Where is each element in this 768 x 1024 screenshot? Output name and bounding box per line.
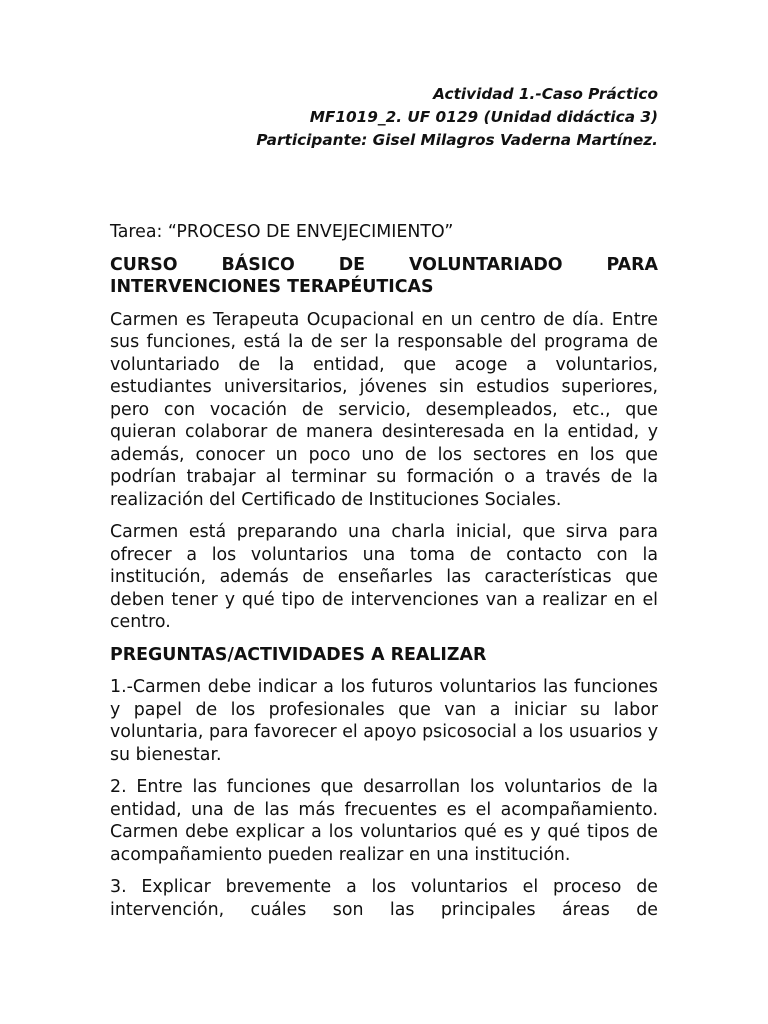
question-2: 2. Entre las funciones que desarrollan los voluntarios de la entidad, una de las más frecuentes es el acompañamiento. Carmen debe explicar a los voluntarios qué es y qué tipos de acompañamiento pueden realizar en una institución.	[110, 777, 658, 865]
course-title: CURSO BÁSICO DE VOLUNTARIADO PARA INTERVENCIONES TERAPÉUTICAS	[110, 254, 658, 297]
participant-name: Participante: Gisel Milagros Vaderna Martínez.	[256, 131, 658, 149]
paragraph-intro: Carmen es Terapeuta Ocupacional en un centro de día. Entre sus funciones, está la de ser la responsable del programa de voluntariado de la entidad, que acoge a voluntarios, estudiantes universitarios, jóvenes sin estudios superiores, pero con vocación de servicio, desempleados, etc., que quieran colaborar de manera desinteresada en la entidad, y además, conocer un poco uno de los sectores en los que podrían trabajar al terminar su formación o a través de la realización del Certificado de Instituciones Sociales.	[110, 309, 658, 510]
document-header	[110, 83, 658, 152]
document-body	[110, 221, 658, 921]
question-1: 1.-Carmen debe indicar a los futuros voluntarios las funciones y papel de los profesionales que van a iniciar su labor voluntaria, para favorecer el apoyo psicosocial a los usuarios y su bienestar.	[110, 677, 658, 765]
activity-title: Actividad 1.-Caso Práctico	[433, 85, 658, 103]
paragraph-talk: Carmen está preparando una charla inicial, que sirva para ofrecer a los voluntarios una toma de contacto con la institución, además de enseñarles las características que deben tener y qué tipo de intervenciones van a realizar en el centro.	[110, 522, 658, 632]
questions-heading: PREGUNTAS/ACTIVIDADES A REALIZAR	[110, 644, 487, 665]
task-line: Tarea: “PROCESO DE ENVEJECIMIENTO”	[110, 222, 454, 242]
question-3: 3. Explicar brevemente a los voluntarios el proceso de intervención, cuáles son las principales áreas de	[110, 877, 658, 920]
course-code: MF1019_2. UF 0129 (Unidad didáctica 3)	[309, 108, 658, 126]
